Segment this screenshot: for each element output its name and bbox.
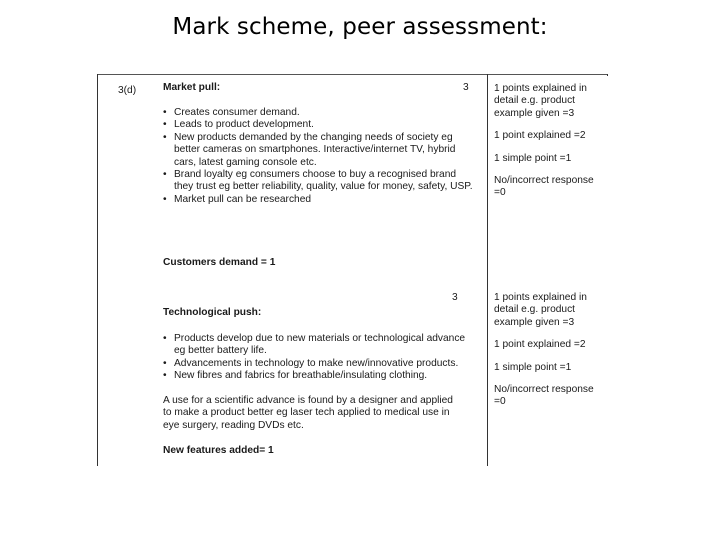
table-top-border bbox=[97, 74, 608, 75]
mark-scheme-sheet bbox=[97, 74, 608, 466]
slide-title: Mark scheme, peer assessment: bbox=[172, 14, 548, 40]
criterion: 1 point explained =2 bbox=[494, 339, 586, 351]
market-pull-summary: Customers demand = 1 bbox=[163, 257, 276, 268]
market-pull-point: • Market pull can be researched bbox=[163, 194, 475, 206]
tech-push-point: • Advancements in technology to make new/innovative products. bbox=[163, 358, 475, 370]
criterion: 1 simple point =1 bbox=[494, 152, 572, 164]
tech-push-heading: Technological push: bbox=[163, 307, 262, 318]
tech-push-point: • New fibres and fabrics for breathable/insulating clothing. bbox=[163, 370, 475, 382]
criterion: 1 point explained =2 bbox=[494, 130, 586, 142]
market-pull-points bbox=[163, 107, 475, 206]
criterion: 1 points explained in detail e.g. product example given =3 bbox=[494, 292, 587, 328]
tech-push-note: A use for a scientific advance is found by a designer and applied to make a product better eg laser tech applied to medical use in eye surgery, reading DVDs etc. bbox=[163, 395, 453, 431]
table-column-divider bbox=[487, 74, 488, 466]
market-pull-marks: 3 bbox=[463, 82, 469, 93]
tech-push-criteria bbox=[494, 292, 606, 419]
market-pull-criteria bbox=[494, 83, 606, 210]
tech-push-points bbox=[163, 333, 475, 383]
tech-push-point: • Products develop due to new materials or technological advance eg better battery life. bbox=[163, 333, 475, 358]
question-number: 3(d) bbox=[118, 85, 137, 96]
table-left-border bbox=[97, 74, 98, 466]
criterion: 1 simple point =1 bbox=[494, 361, 572, 373]
market-pull-point: • Brand loyalty eg consumers choose to buy a recognised brand they trust eg better reliability, quality, value for money, safety, USP. bbox=[163, 169, 475, 194]
tech-push-summary: New features added= 1 bbox=[163, 445, 274, 456]
criterion: No/incorrect response =0 bbox=[494, 175, 594, 199]
tech-push-marks: 3 bbox=[452, 292, 458, 303]
market-pull-point: • Creates consumer demand. bbox=[163, 107, 475, 119]
criterion: No/incorrect response =0 bbox=[494, 384, 594, 408]
market-pull-heading: Market pull: bbox=[163, 82, 221, 93]
market-pull-point: • New products demanded by the changing needs of society eg better cameras on smartphones. Interactive/internet TV, hybrid cars, latest gaming console etc. bbox=[163, 132, 475, 169]
criterion: 1 points explained in detail e.g. product example given =3 bbox=[494, 83, 587, 119]
table-right-tick bbox=[607, 74, 608, 76]
market-pull-point: • Leads to product development. bbox=[163, 119, 475, 131]
